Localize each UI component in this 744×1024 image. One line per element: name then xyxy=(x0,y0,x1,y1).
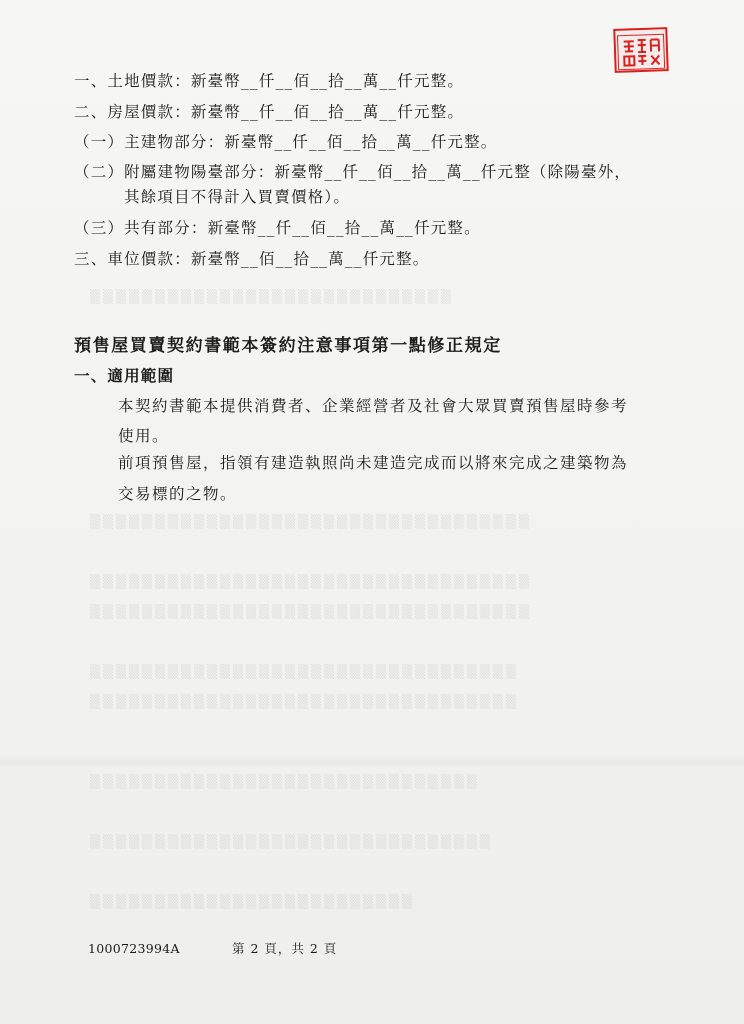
bleed-through-line: ▒▒▒▒▒▒▒▒▒▒▒▒▒▒▒▒▒▒▒▒▒▒▒▒▒▒▒▒ xyxy=(90,290,454,305)
document-id: 1000723994A xyxy=(88,941,180,956)
balcony-price-line: （二）附屬建物陽臺部分：新臺幣__仟__佰__拾__萬__仟元整（除陽臺外， xyxy=(74,163,632,181)
body-paragraph-line: 交易標的之物。 xyxy=(118,485,238,503)
bleed-through-line: ▒▒▒▒▒▒▒▒▒▒▒▒▒▒▒▒▒▒▒▒▒▒▒▒▒▒▒▒▒▒▒▒▒ xyxy=(90,665,519,680)
bleed-through-line: ▒▒▒▒▒▒▒▒▒▒▒▒▒▒▒▒▒▒▒▒▒▒▒▒▒▒▒▒▒▒ xyxy=(90,775,480,790)
common-area-price-line: （三）共有部分：新臺幣__仟__佰__拾__萬__仟元整。 xyxy=(74,219,481,237)
subheading: 一、適用範圍 xyxy=(74,366,175,385)
body-paragraph-line: 本契約書範本提供消費者、企業經營者及社會大眾買賣預售屋時參考 xyxy=(118,397,629,415)
bleed-through-line: ▒▒▒▒▒▒▒▒▒▒▒▒▒▒▒▒▒▒▒▒▒▒▒▒▒ xyxy=(90,895,415,910)
bleed-through-line: ▒▒▒▒▒▒▒▒▒▒▒▒▒▒▒▒▒▒▒▒▒▒▒▒▒▒▒▒▒▒▒▒▒▒ xyxy=(90,605,532,620)
section-title: 預售屋買賣契約書範本簽約注意事項第一點修正規定 xyxy=(74,336,502,356)
bleed-through-line: ▒▒▒▒▒▒▒▒▒▒▒▒▒▒▒▒▒▒▒▒▒▒▒▒▒▒▒▒▒▒▒▒▒▒ xyxy=(90,515,532,530)
bleed-through-line: ▒▒▒▒▒▒▒▒▒▒▒▒▒▒▒▒▒▒▒▒▒▒▒▒▒▒▒▒▒▒▒▒▒▒ xyxy=(90,575,532,590)
parking-price-line: 三、車位價款：新臺幣__佰__拾__萬__仟元整。 xyxy=(74,250,430,268)
paper-fold-shadow xyxy=(0,755,744,769)
body-paragraph-line: 前項預售屋，指領有建造執照尚未建造完成而以將來完成之建築物為 xyxy=(118,454,629,472)
body-paragraph-line: 使用。 xyxy=(118,427,170,445)
balcony-price-line-continued: 其餘項目不得計入買賣價格）。 xyxy=(124,188,351,206)
bleed-through-line: ▒▒▒▒▒▒▒▒▒▒▒▒▒▒▒▒▒▒▒▒▒▒▒▒▒▒▒▒▒▒▒▒▒ xyxy=(90,695,519,710)
main-building-price-line: （一）主建物部分：新臺幣__仟__佰__拾__萬__仟元整。 xyxy=(74,133,498,151)
page-number: 第 2 頁，共 2 頁 xyxy=(232,941,338,956)
land-price-line: 一、土地價款：新臺幣__仟__佰__拾__萬__仟元整。 xyxy=(74,72,465,90)
red-seal-stamp xyxy=(613,27,669,73)
house-price-line: 二、房屋價款：新臺幣__仟__佰__拾__萬__仟元整。 xyxy=(74,103,465,121)
seal-glyphs-icon xyxy=(615,32,666,72)
bleed-through-line: ▒▒▒▒▒▒▒▒▒▒▒▒▒▒▒▒▒▒▒▒▒▒▒▒▒▒▒▒▒▒▒ xyxy=(90,835,493,850)
